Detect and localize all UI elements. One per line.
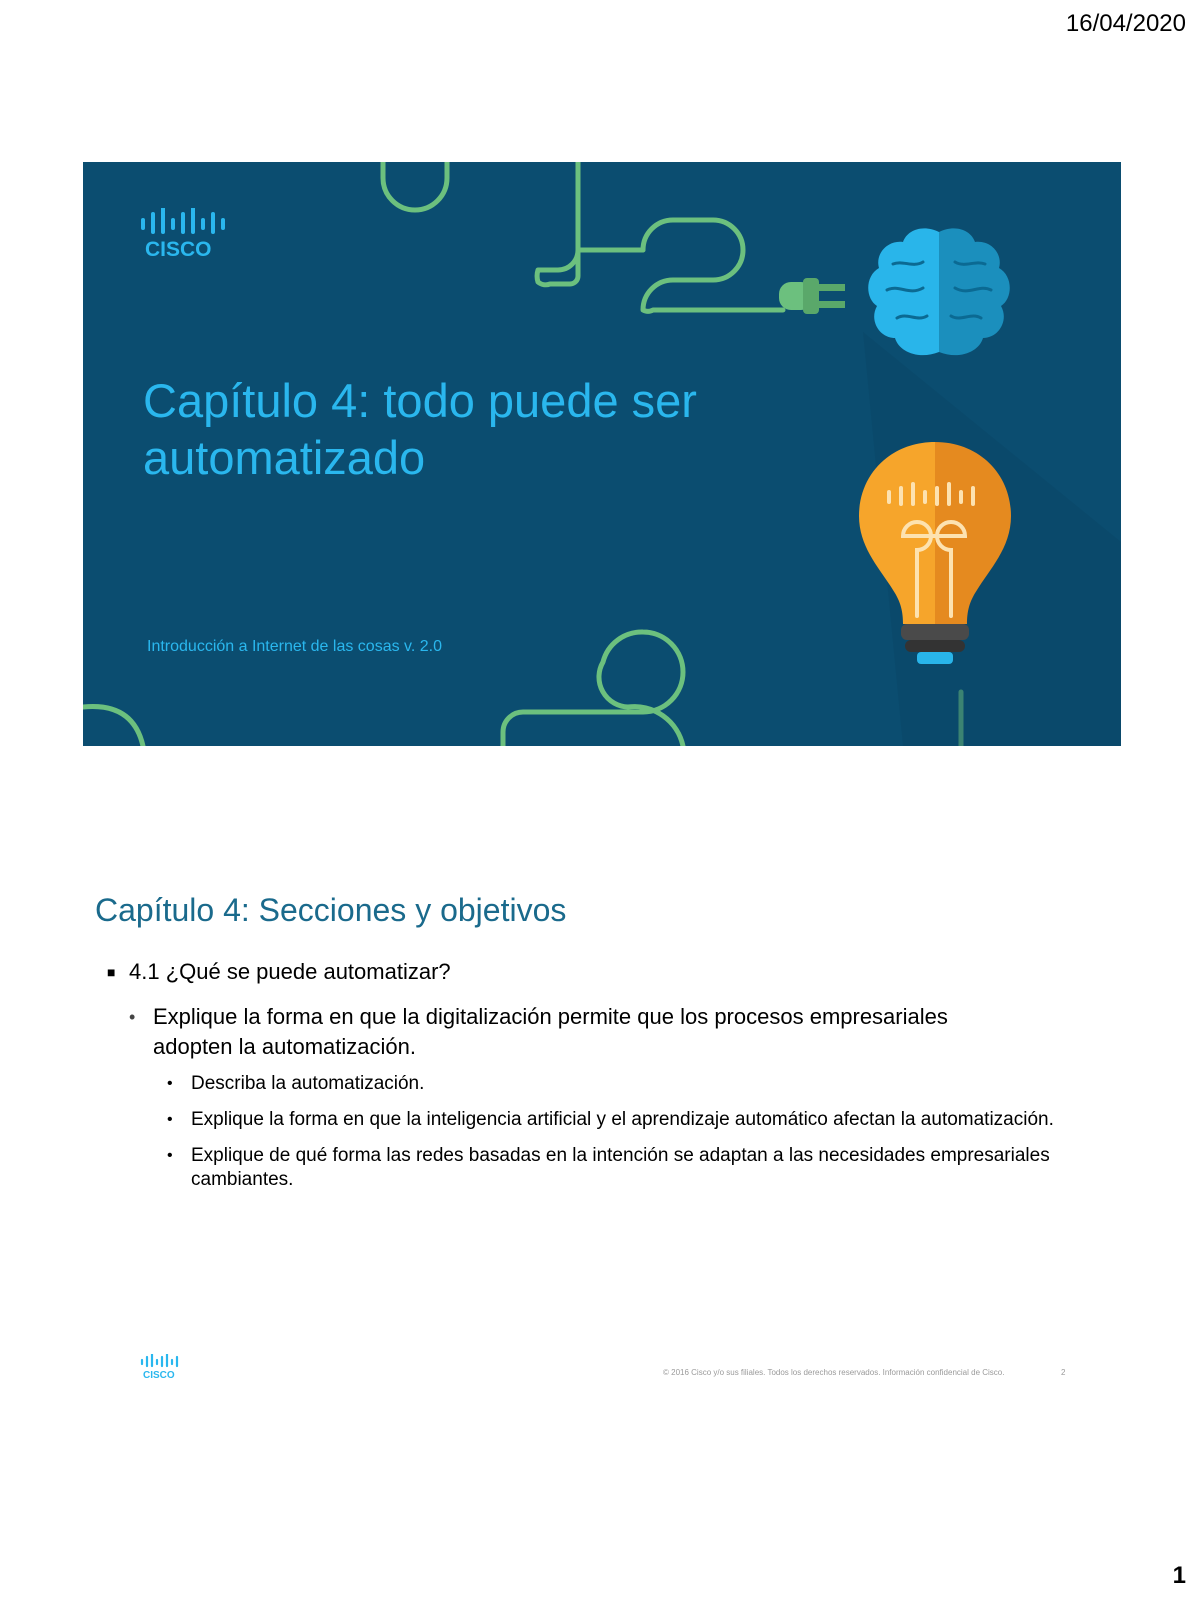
subobjective-text: Describa la automatización. bbox=[191, 1073, 425, 1094]
copyright-footer: © 2016 Cisco y/o sus filiales. Todos los derechos reservados. Información confidencial de Cisco. bbox=[663, 1368, 1005, 1377]
brain-icon bbox=[863, 224, 1015, 364]
svg-text:CISCO: CISCO bbox=[143, 1370, 175, 1380]
plug-icon bbox=[779, 274, 851, 318]
objectives-list bbox=[107, 958, 1107, 1204]
slide-title: Capítulo 4: todo puede ser automatizado bbox=[143, 374, 697, 484]
list-item bbox=[107, 1108, 1081, 1132]
square-bullet-icon: ■ bbox=[107, 964, 116, 980]
dot-bullet-icon: • bbox=[167, 1111, 173, 1128]
section-heading: 4.1 ¿Qué se puede automatizar? bbox=[129, 959, 451, 984]
dot-bullet-icon: • bbox=[167, 1147, 173, 1164]
list-item bbox=[107, 1072, 1081, 1096]
subobjective-text: Explique la forma en que la inteligencia artificial y el aprendizaje automático afectan la automatización. bbox=[191, 1109, 1054, 1130]
slide-title: Capítulo 4: Secciones y objetivos bbox=[95, 892, 567, 928]
cisco-logo-icon bbox=[139, 1354, 183, 1380]
subobjective-text: Explique de qué forma las redes basadas en la intención se adaptan a las necesidades empresariales cambiantes. bbox=[191, 1145, 1050, 1190]
objective-text: Explique la forma en que la digitalización permite que los procesos empresariales adopten la automatización. bbox=[153, 1004, 948, 1059]
svg-text:CISCO: CISCO bbox=[145, 238, 212, 260]
objectives-slide bbox=[83, 860, 1121, 1444]
list-item bbox=[107, 1144, 1081, 1192]
dot-bullet-icon: • bbox=[129, 1007, 136, 1027]
list-item bbox=[107, 1002, 953, 1062]
cisco-logo-icon bbox=[139, 208, 235, 260]
dot-bullet-icon: • bbox=[167, 1075, 173, 1092]
list-item bbox=[107, 958, 1107, 986]
slide-number: 2 bbox=[1061, 1368, 1066, 1377]
slide-subtitle: Introducción a Internet de las cosas v. 2.0 bbox=[147, 638, 442, 655]
print-date: 16/04/2020 bbox=[1065, 10, 1186, 37]
page-number: 1 bbox=[1172, 1562, 1186, 1589]
title-slide bbox=[83, 162, 1121, 746]
lightbulb-icon bbox=[855, 440, 1015, 670]
